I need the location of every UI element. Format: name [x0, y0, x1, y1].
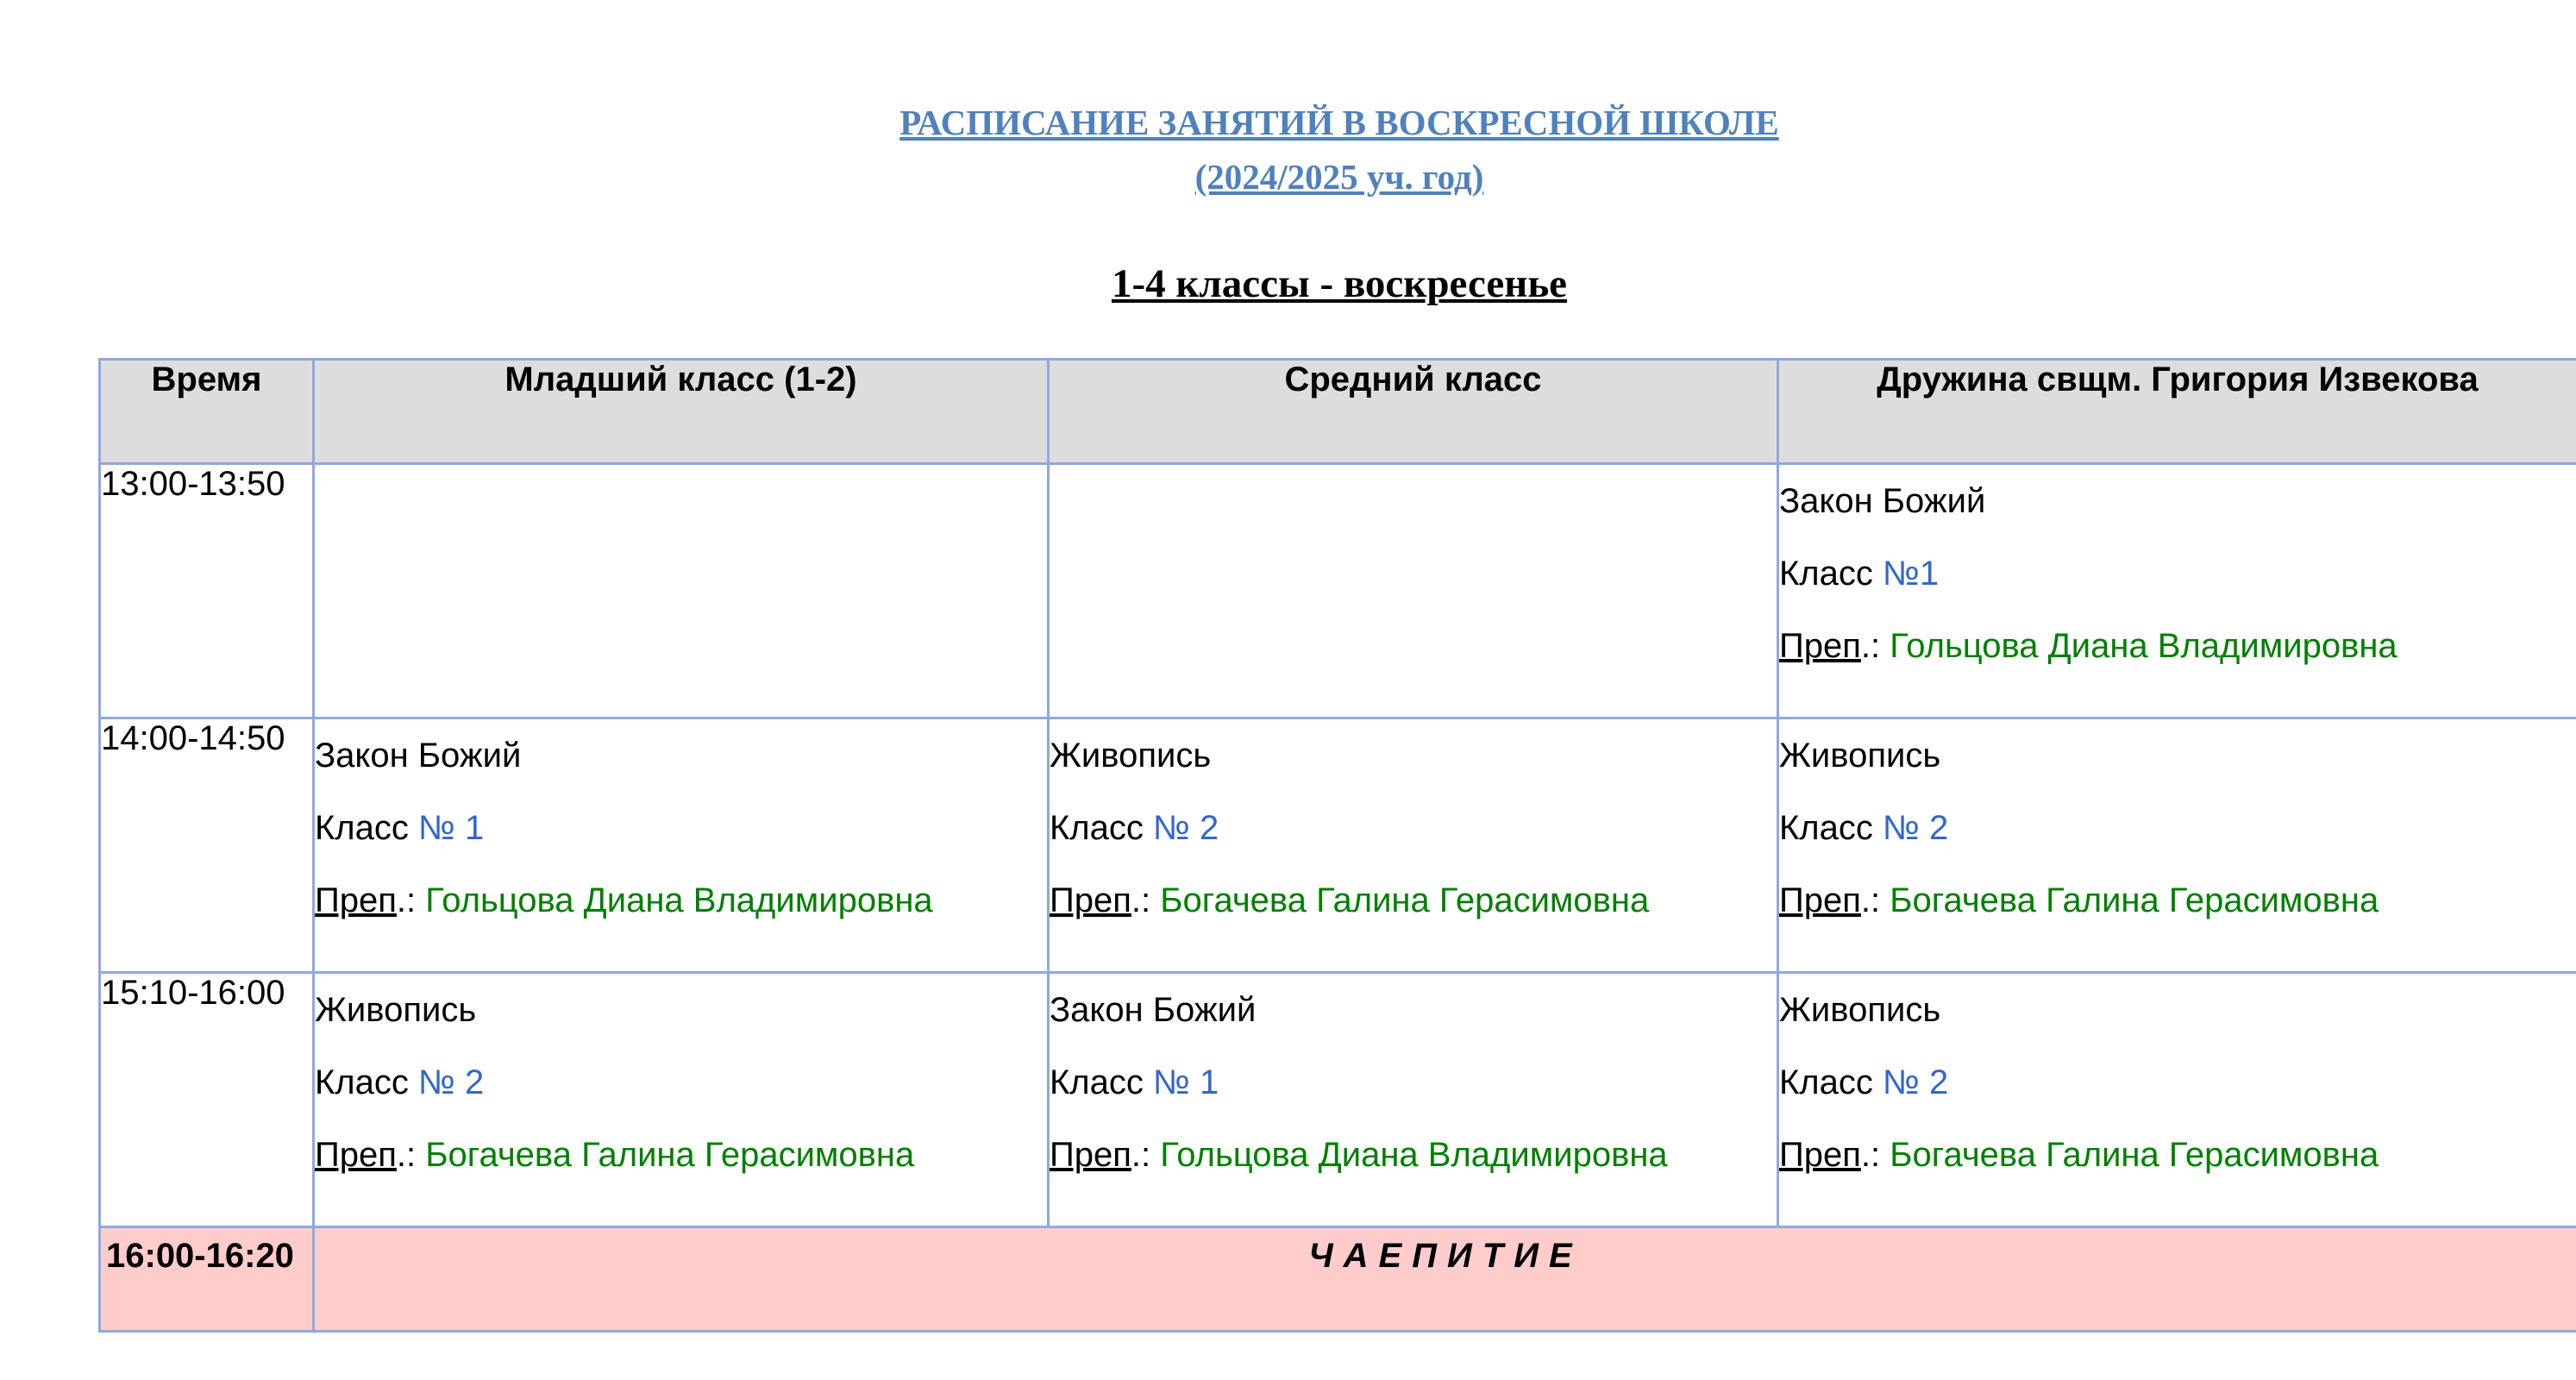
teacher-name: Богачева Галина Герасимовна: [425, 1136, 915, 1174]
class-number: № 1: [1153, 1063, 1219, 1101]
class-label: Класс: [1050, 809, 1153, 847]
class-label: Класс: [315, 809, 418, 847]
table-row: [100, 973, 2576, 1227]
class-label: Класс: [315, 1063, 418, 1101]
subject: Живопись: [1050, 737, 1212, 775]
class-line: [1779, 537, 2576, 610]
tea-break-row: [100, 1227, 2576, 1332]
teacher-name: Богачева Галина Герасимовна: [1160, 881, 1650, 919]
class-number: № 2: [1883, 809, 1949, 847]
lesson-cell: [314, 973, 1049, 1227]
schedule-subtitle: 1-4 классы - воскресенье: [1111, 261, 1568, 306]
lesson-cell: [1049, 973, 1778, 1227]
teacher-name: Гольцова Диана Владимировна: [425, 881, 933, 919]
teacher-label: Преп: [315, 881, 397, 919]
teacher-separator: .:: [1131, 1136, 1161, 1174]
lesson-cell: [1049, 464, 1778, 718]
teacher-name: Богачева Галина Герасимовна: [1890, 1136, 2379, 1174]
class-label: Класс: [1050, 1063, 1153, 1101]
teacher-separator: .:: [396, 881, 426, 919]
teacher-name: Гольцова Диана Владимировна: [1890, 627, 2397, 665]
class-line: [315, 1046, 1047, 1119]
teacher-label: Преп: [1050, 881, 1131, 919]
class-number: №1: [1883, 555, 1940, 593]
teacher-line: [1779, 610, 2576, 682]
lesson-cell: [314, 464, 1049, 718]
subject: Закон Божий: [1050, 991, 1257, 1029]
header-druzhina: Дружина свщм. Григория Извекова: [1778, 360, 2576, 464]
header-row: [100, 360, 2576, 464]
lesson-cell: [1778, 973, 2576, 1227]
teacher-line: [1050, 864, 1777, 937]
teacher-line: [1050, 1119, 1777, 1191]
school-year: (2024/2025 уч. год): [1194, 157, 1484, 197]
subject: Живопись: [315, 991, 477, 1029]
class-line: [1050, 1046, 1777, 1119]
class-line: [1050, 792, 1777, 864]
class-label: Класс: [1779, 1063, 1883, 1101]
teacher-separator: .:: [1860, 881, 1890, 919]
teacher-label: Преп: [1779, 1136, 1861, 1174]
time-slot: 15:10-16:00: [100, 973, 314, 1227]
teacher-label: Преп: [1779, 881, 1861, 919]
table-row: [100, 718, 2576, 973]
teacher-separator: .:: [1860, 627, 1890, 665]
lesson-cell: [314, 718, 1049, 973]
break-time: 16:00-16:20: [100, 1227, 314, 1332]
class-number: № 1: [418, 809, 485, 847]
teacher-separator: .:: [1131, 881, 1161, 919]
subject: Живопись: [1779, 991, 1941, 1029]
class-line: [1779, 792, 2576, 864]
teacher-label: Преп: [1050, 1136, 1131, 1174]
page-title: РАСПИСАНИЕ ЗАНЯТИЙ В ВОСКРЕСНОЙ ШКОЛЕ: [899, 103, 1779, 142]
header-junior-class: Младший класс (1-2): [314, 360, 1049, 464]
lesson-cell: [1778, 464, 2576, 718]
teacher-line: [315, 1119, 1047, 1191]
class-label: Класс: [1779, 809, 1883, 847]
teacher-line: [315, 864, 1047, 937]
class-number: № 2: [1153, 809, 1219, 847]
class-label: Класс: [1779, 555, 1883, 593]
subject: Живопись: [1779, 737, 1941, 775]
lesson-cell: [1049, 718, 1778, 973]
teacher-label: Преп: [1779, 627, 1861, 665]
teacher-separator: .:: [1860, 1136, 1890, 1174]
time-slot: 14:00-14:50: [100, 718, 314, 973]
subject: Закон Божий: [1779, 482, 1986, 520]
teacher-name: Гольцова Диана Владимировна: [1160, 1136, 1668, 1174]
teacher-separator: .:: [396, 1136, 426, 1174]
teacher-name: Богачева Галина Герасимовна: [1890, 881, 2379, 919]
schedule-table: [98, 358, 2576, 1333]
break-label: ЧАЕПИТИЕ: [314, 1227, 2576, 1332]
subject: Закон Божий: [315, 737, 522, 775]
header-middle-class: Средний класс: [1049, 360, 1778, 464]
class-number: № 2: [1883, 1063, 1949, 1101]
teacher-line: [1779, 1119, 2576, 1191]
table-row: [100, 464, 2576, 718]
time-slot: 13:00-13:50: [100, 464, 314, 718]
teacher-line: [1779, 864, 2576, 937]
class-number: № 2: [418, 1063, 485, 1101]
class-line: [1779, 1046, 2576, 1119]
lesson-cell: [1778, 718, 2576, 973]
header-time: Время: [100, 360, 314, 464]
class-line: [315, 792, 1047, 864]
teacher-label: Преп: [315, 1136, 397, 1174]
